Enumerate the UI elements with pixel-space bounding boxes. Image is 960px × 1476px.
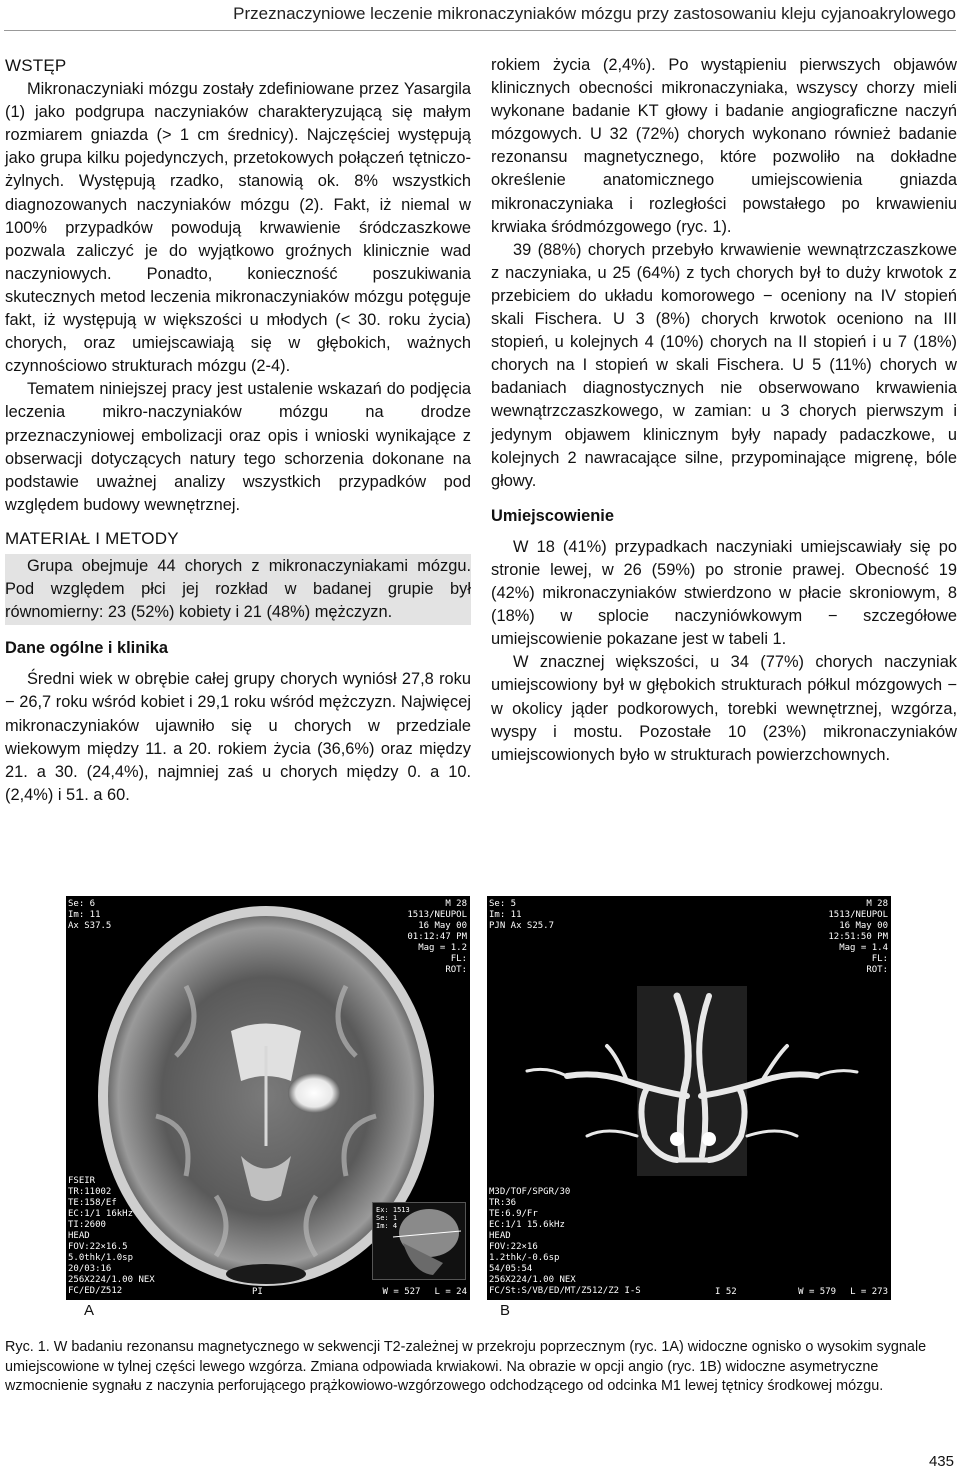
figure-panel-b-angio — [487, 896, 891, 1300]
panel-a-overlay-bottom-right: W = 527 L = 24 — [382, 1287, 467, 1297]
methods-heading: MATERIAŁ I METODY — [5, 528, 179, 548]
figure-caption: Ryc. 1. W badaniu rezonansu magnetycznego w sekwencji T2-zależnej w przekroju poprzecznym (ryc. 1A) widoczne ognisko o wysokim sygnale umiejscowione w tylnej części lewego wzgórza. Zmiana odpowiada krwiakowi. Na obrazie w opcji angio (ryc. 1B) widoczne asymetryczne wzmocnienie sygnału z naczynia perforującego prążkowiowo-wzgórzowego odchodzącego od odcinka M1 lewej tętnicy środkowej mózgu. — [5, 1339, 927, 1395]
intro-paragraph-1: Mikronaczyniaki mózgu zostały zdefiniowane przez Yasargila (1) jako podgrupa naczyniaków charakteryzującą się małym rozmiarem gniazda (> 1 cm średnicy). Najczęściej występują jako grupa kilku pojedynczych, przetokowych połączeń tętniczo-żylnych. Występują rzadko, stanowią ok. 8% wszystkich diagnozowanych naczyniaków mózgu (2). Fakt, iż niemal w 100% przypadków powodują krwawienie śródczaszkowe pozwala zaliczyć je do wyjątkowo groźnych klinicznie wad naczyniowych. Ponadto, konieczność poszukiwania skutecznych metod leczenia mikronaczyniaków mózgu potęguje fakt, iż występują w większości u młodych (< 30. roku życia) chorych, oraz umiejscawiają się w głębokich, ważnych czynnościowo strukturach mózgu (2-4). — [5, 80, 471, 376]
location-heading: Umiejscowienie — [491, 506, 614, 525]
panel-b-label: B — [500, 1302, 511, 1319]
right-column — [491, 54, 957, 767]
right-paragraph-3: W 18 (41%) przypadkach naczyniaki umiejscawiały się po stronie lewej, w 26 (59%) po stronie prawej. Obecność 19 (42%) mikronaczyniaków stwierdzono w płacie skroniowym, 8 (18%) w splocie naczyniówkowym − szczegółowe umiejscowienie pokazane jest w tabeli 1. — [491, 537, 957, 649]
left-column — [5, 54, 471, 807]
general-paragraph-1: Średni wiek w obrębie całej grupy chorych wyniósł 27,8 roku − 26,7 roku wśród kobiet i 29,1 roku wśród mężczyzn. Najwięcej mikronaczyniaków ujawniło się u chorych w przedziale wiekowym między 11. a 20. rokiem życia (36,6%) oraz między 21. a 30. (24,4%), najmniej zaś u chorych między 0. a 10. (2,4%) i 51. a 60. — [5, 670, 471, 804]
general-clinical-heading: Dane ogólne i klinika — [5, 639, 169, 658]
right-paragraph-4: W znacznej większości, u 34 (77%) chorych naczyniak umiejscowiony był w głębokich strukturach półkul mózgowych − w okolicy jąder podkorowych, torebki wewnętrznej, wzgórza, wyspy i mostu. Pozostałe 10 (23%) mikronaczyniaków umiejscowionych było w strukturach powierzchownych. — [491, 653, 957, 764]
intro-heading: WSTĘP — [5, 56, 67, 75]
inset-text: Ex: 1513 Se: 1 Im: 4 — [376, 1206, 410, 1230]
panel-a-overlay-bottom-center: PI — [252, 1287, 263, 1297]
right-paragraph-2: 39 (88%) chorych przebyło krwawienie wewnątrzczaszkowe z naczyniaka, u 25 (64%) z tych chorych był to duży krwotok z przebiciem do układu komorowego − oceniony na IV stopień skali Fischera. U 3 (8%) chorych krwotok oceniono na III stopień, u kolejnych 4 (10%) chorych na II stopień i u 7 (18%) chorych na I stopień w skali Fischera. U 5 (11%) chorych w badaniach diagnostycznych nie obserwowano krwawienia wewnątrzczaszkowego, w zamian: u 3 chorych pierwszym i jedynym objawem klinicznym były napady padaczkowe, u kolejnych 2 nawracające silne, przypominające migrenę, bóle głowy. — [491, 240, 957, 490]
panel-b-overlay-bottom-center: I 52 — [715, 1287, 737, 1297]
panel-b-overlay-top-right: M 28 1513/NEUPOL 16 May 00 12:51:50 PM Mag = 1.4 FL: ROT: — [828, 899, 888, 975]
panel-a-localizer-inset — [372, 1202, 466, 1280]
figure-1 — [66, 896, 896, 1319]
lesion-hematoma — [288, 1073, 340, 1113]
right-paragraph-1: rokiem życia (2,4%). Po wystąpieniu pierwszych objawów klinicznych obecności mikronaczyniaka, wszyscy chorzy mieli wykonane badanie KT głowy i badanie angiograficzne naczyń mózgowych. U 32 (72%) chorych wykonano również badanie rezonansu magnetycznego, które pozwoliło na dokładne określenie anatomicznego umiejscowienia gniazda mikronaczyniaka i rozległości powstałego po krwawieniu krwiaka śródmózgowego (ryc. 1). — [491, 56, 957, 236]
panel-a-overlay-bottom-left: FSEIR TR:11002 TE:158/Ef EC:1/1 16kHz TI:2600 HEAD FOV:22×16.5 5.0thk/1.0sp 20/03:16 256X224/1.00 NEX FC/ED/Z512 — [68, 1176, 155, 1296]
page-number: 435 — [928, 1453, 954, 1470]
panel-b-overlay-bottom-left: M3D/TOF/SPGR/30 TR:36 TE:6.9/Fr EC:1/1 15.6kHz HEAD FOV:22×16 1.2thk/-0.6sp 54/05:54 256X224/1.00 NEX FC/St:S/VB/ED/MT/Z512/Z2 I-S — [489, 1187, 641, 1296]
figure-panel-a-mri — [66, 896, 470, 1300]
panel-b-overlay-top-left: Se: 5 Im: 11 PJN Ax S25.7 — [489, 899, 555, 931]
panel-b-overlay-bottom-right: W = 579 L = 273 — [798, 1287, 888, 1297]
panel-a-label: A — [84, 1302, 95, 1319]
panel-a-overlay-top-right: M 28 1513/NEUPOL 16 May 00 01:12:47 PM Mag = 1.2 FL: ROT: — [407, 899, 467, 975]
methods-paragraph-1: Grupa obejmuje 44 chorych z mikronaczyniakami mózgu. Pod względem płci jej rozkład w badanej grupie był równomierny: 23 (52%) kobiety i 21 (48%) mężczyzn. — [5, 554, 471, 625]
running-header: Przeznaczyniowe leczenie mikronaczyniaków mózgu przy zastosowaniu kleju cyjanoakrylowego — [4, 4, 956, 31]
intro-paragraph-2: Tematem niniejszej pracy jest ustalenie wskazań do podjęcia leczenia mikro-naczyniaków mózgu na drodze przeznaczyniowej embolizacji oraz opis i wnioski wynikające z obserwacji dotyczących natury tego schorzenia dokonane na podstawie uważnej analizy wszystkich przypadków pod względem budowy wewnętrznej. — [5, 380, 471, 514]
panel-a-overlay-top-left: Se: 6 Im: 11 Ax S37.5 — [68, 899, 112, 931]
